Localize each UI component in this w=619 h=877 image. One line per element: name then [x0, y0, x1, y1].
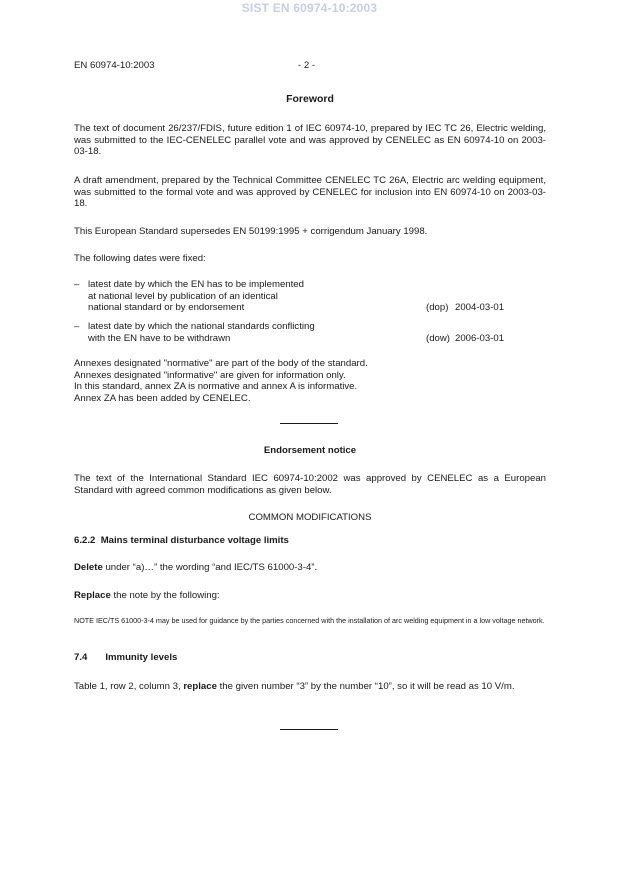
foreword-title: Foreword	[286, 93, 334, 105]
list-dash: –	[74, 279, 80, 290]
endorsement-text: The text of the International Standard IEC 60974-10:2002 was approved by CENELEC as a European Standard with agreed common modifications as given below.	[74, 473, 546, 496]
date-value: 2006-03-01	[455, 333, 505, 344]
endorsement-title: Endorsement notice	[263, 445, 357, 456]
text-before: Table 1, row 2, column 3,	[74, 681, 184, 692]
section-title: Immunity levels	[105, 652, 178, 663]
date-item-line: latest date by which the national standards conflicting	[88, 321, 315, 332]
date-item-line: latest date by which the EN has to be implemented	[88, 279, 304, 290]
common-modifications-heading: COMMON MODIFICATIONS	[248, 512, 372, 523]
annex-notes	[74, 358, 546, 404]
list-dash: –	[74, 321, 80, 332]
section-title: Mains terminal disturbance voltage limits	[100, 535, 289, 546]
text-after: the given number “3” by the number “10”, so it will be read as 10 V/m.	[216, 681, 515, 692]
delete-text: under “a)…” the wording “and IEC/TS 61000-3-4”.	[102, 562, 318, 573]
section-divider	[280, 423, 338, 424]
section-7-4-heading	[74, 652, 546, 664]
annex-line: Annex ZA has been added by CENELEC.	[74, 392, 251, 404]
section-7-4-text	[74, 681, 546, 693]
end-divider	[280, 729, 338, 730]
date-code: (dow)	[426, 333, 450, 344]
annex-line: In this standard, annex ZA is normative and annex A is informative.	[74, 381, 358, 393]
date-item-text	[88, 279, 418, 314]
replace-keyword: replace	[183, 681, 217, 692]
foreword-paragraph-2: A draft amendment, prepared by the Technical Committee CENELEC TC 26A, Electric arc welding equipment, was submitted to the formal vote and was approved by CENELEC for inclusion into EN 60974-10 on 2003-03-18.	[74, 175, 546, 210]
replace-text: the note by the following:	[110, 590, 220, 601]
date-item-line: with the EN have to be withdrawn	[88, 332, 231, 344]
annex-line: Annexes designated "normative" are part of the body of the standard.	[74, 358, 368, 369]
note-text: NOTE IEC/TS 61000-3-4 may be used for guidance by the parties concerned with the installation of arc welding equipment in a low voltage network.	[74, 616, 545, 625]
section-number: 6.2.2	[74, 535, 96, 546]
date-item-line: national standard or by endorsement	[88, 302, 245, 314]
date-item-dop	[74, 279, 546, 315]
header-doc-id: EN 60974-10:2003	[74, 60, 155, 71]
date-code: (dop)	[426, 302, 449, 313]
annex-line: Annexes designated "informative" are given for information only.	[74, 369, 346, 381]
page-number: - 2 -	[298, 60, 316, 71]
date-item-dow	[74, 321, 546, 345]
dates-intro: The following dates were fixed:	[74, 253, 206, 264]
replace-keyword: Replace	[74, 590, 111, 601]
date-item-line: at national level by publication of an identical	[88, 290, 278, 302]
section-number: 7.4	[74, 652, 88, 663]
replace-instruction	[74, 590, 546, 602]
section-6-2-2-heading	[74, 535, 546, 547]
date-item-text	[88, 321, 418, 344]
foreword-paragraph-1: The text of document 26/237/FDIS, future edition 1 of IEC 60974-10, prepared by IEC TC 26, Electric welding, was submitted to the IEC-CENELEC parallel vote and was approved by CENELEC as EN 60974-10 on 2003-03-18.	[74, 123, 546, 158]
date-value: 2004-03-01	[455, 302, 505, 313]
delete-keyword: Delete	[74, 562, 103, 573]
delete-instruction	[74, 562, 546, 574]
foreword-paragraph-3: This European Standard supersedes EN 50199:1995 + corrigendum January 1998.	[74, 226, 428, 237]
watermark: SIST EN 60974-10:2003	[241, 1, 378, 15]
